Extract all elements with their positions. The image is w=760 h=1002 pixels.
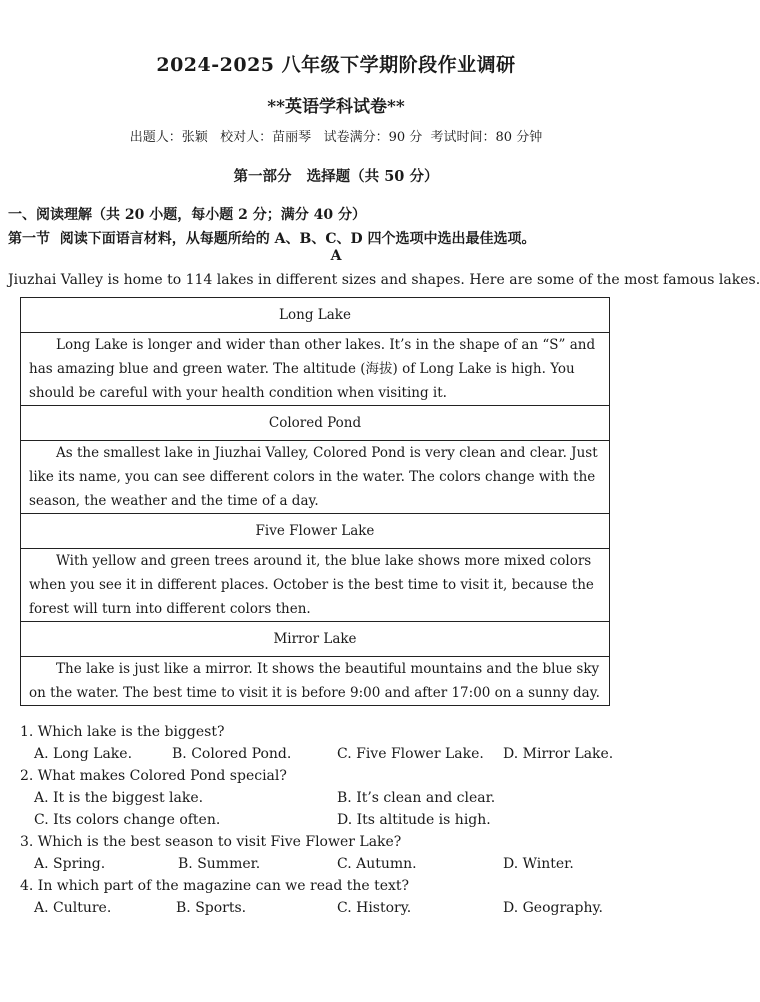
section-instruction: 第一节 阅读下面语言材料，从每题所给的 A、B、C、D 四个选项中选出最佳选项。 — [8, 231, 536, 247]
question-stem: 3. Which is the best season to visit Five Flower Lake? — [20, 834, 402, 850]
lakes-table — [20, 297, 610, 706]
option: B. Summer. — [178, 856, 261, 872]
option: A. It is the biggest lake. — [34, 790, 204, 806]
option: D. Geography. — [503, 900, 604, 916]
option: C. Its colors change often. — [34, 812, 221, 828]
option: C. Five Flower Lake. — [337, 746, 484, 762]
lake-name: Long Lake — [21, 298, 610, 333]
lake-name: Colored Pond — [21, 406, 610, 441]
section-heading: 一、阅读理解（共 20 小题，每小题 2 分；满分 40 分） — [8, 207, 366, 223]
part-heading: 第一部分 选择题（共 50 分） — [233, 168, 439, 185]
passage-intro: Jiuzhai Valley is home to 114 lakes in different sizes and shapes. Here are some of the most famous lakes. — [8, 272, 760, 288]
option: A. Spring. — [34, 856, 106, 872]
exam-subtitle: **英语学科试卷** — [267, 97, 405, 117]
lake-description: Long Lake is longer and wider than other lakes. It’s in the shape of an “S” and has amazing blue and green water. The altitude (海拔) of Long Lake is high. You should be careful with your health condition when visiting it. — [21, 333, 610, 406]
exam-title: 2024-2025 八年级下学期阶段作业调研 — [156, 54, 516, 76]
option: D. Mirror Lake. — [503, 746, 614, 762]
question-stem: 1. Which lake is the biggest? — [20, 724, 225, 740]
lake-description: With yellow and green trees around it, the blue lake shows more mixed colors when you see it in different places. October is the best time to visit it, because the forest will turn into different colors then. — [21, 549, 610, 622]
lake-name: Mirror Lake — [21, 622, 610, 657]
option: B. Colored Pond. — [172, 746, 292, 762]
lake-description: As the smallest lake in Jiuzhai Valley, Colored Pond is very clean and clear. Just like its name, you can see different colors in the water. The colors change with the season, the weather and the time of a day. — [21, 441, 610, 514]
lake-name: Five Flower Lake — [21, 514, 610, 549]
option: C. Autumn. — [337, 856, 417, 872]
passage-letter: A — [330, 248, 342, 264]
option: B. Sports. — [176, 900, 247, 916]
option: B. It’s clean and clear. — [337, 790, 496, 806]
option: D. Its altitude is high. — [337, 812, 491, 828]
option: A. Culture. — [34, 900, 112, 916]
option: D. Winter. — [503, 856, 574, 872]
option: A. Long Lake. — [34, 746, 133, 762]
lake-description: The lake is just like a mirror. It shows the beautiful mountains and the blue sky on the water. The best time to visit it is before 9:00 and after 17:00 on a sunny day. — [21, 657, 610, 706]
question-stem: 2. What makes Colored Pond special? — [20, 768, 287, 784]
exam-info: 出题人：张颖 校对人：苗丽琴 试卷满分：90 分 考试时间：80 分钟 — [129, 130, 543, 145]
option: C. History. — [337, 900, 412, 916]
question-stem: 4. In which part of the magazine can we read the text? — [20, 878, 410, 894]
